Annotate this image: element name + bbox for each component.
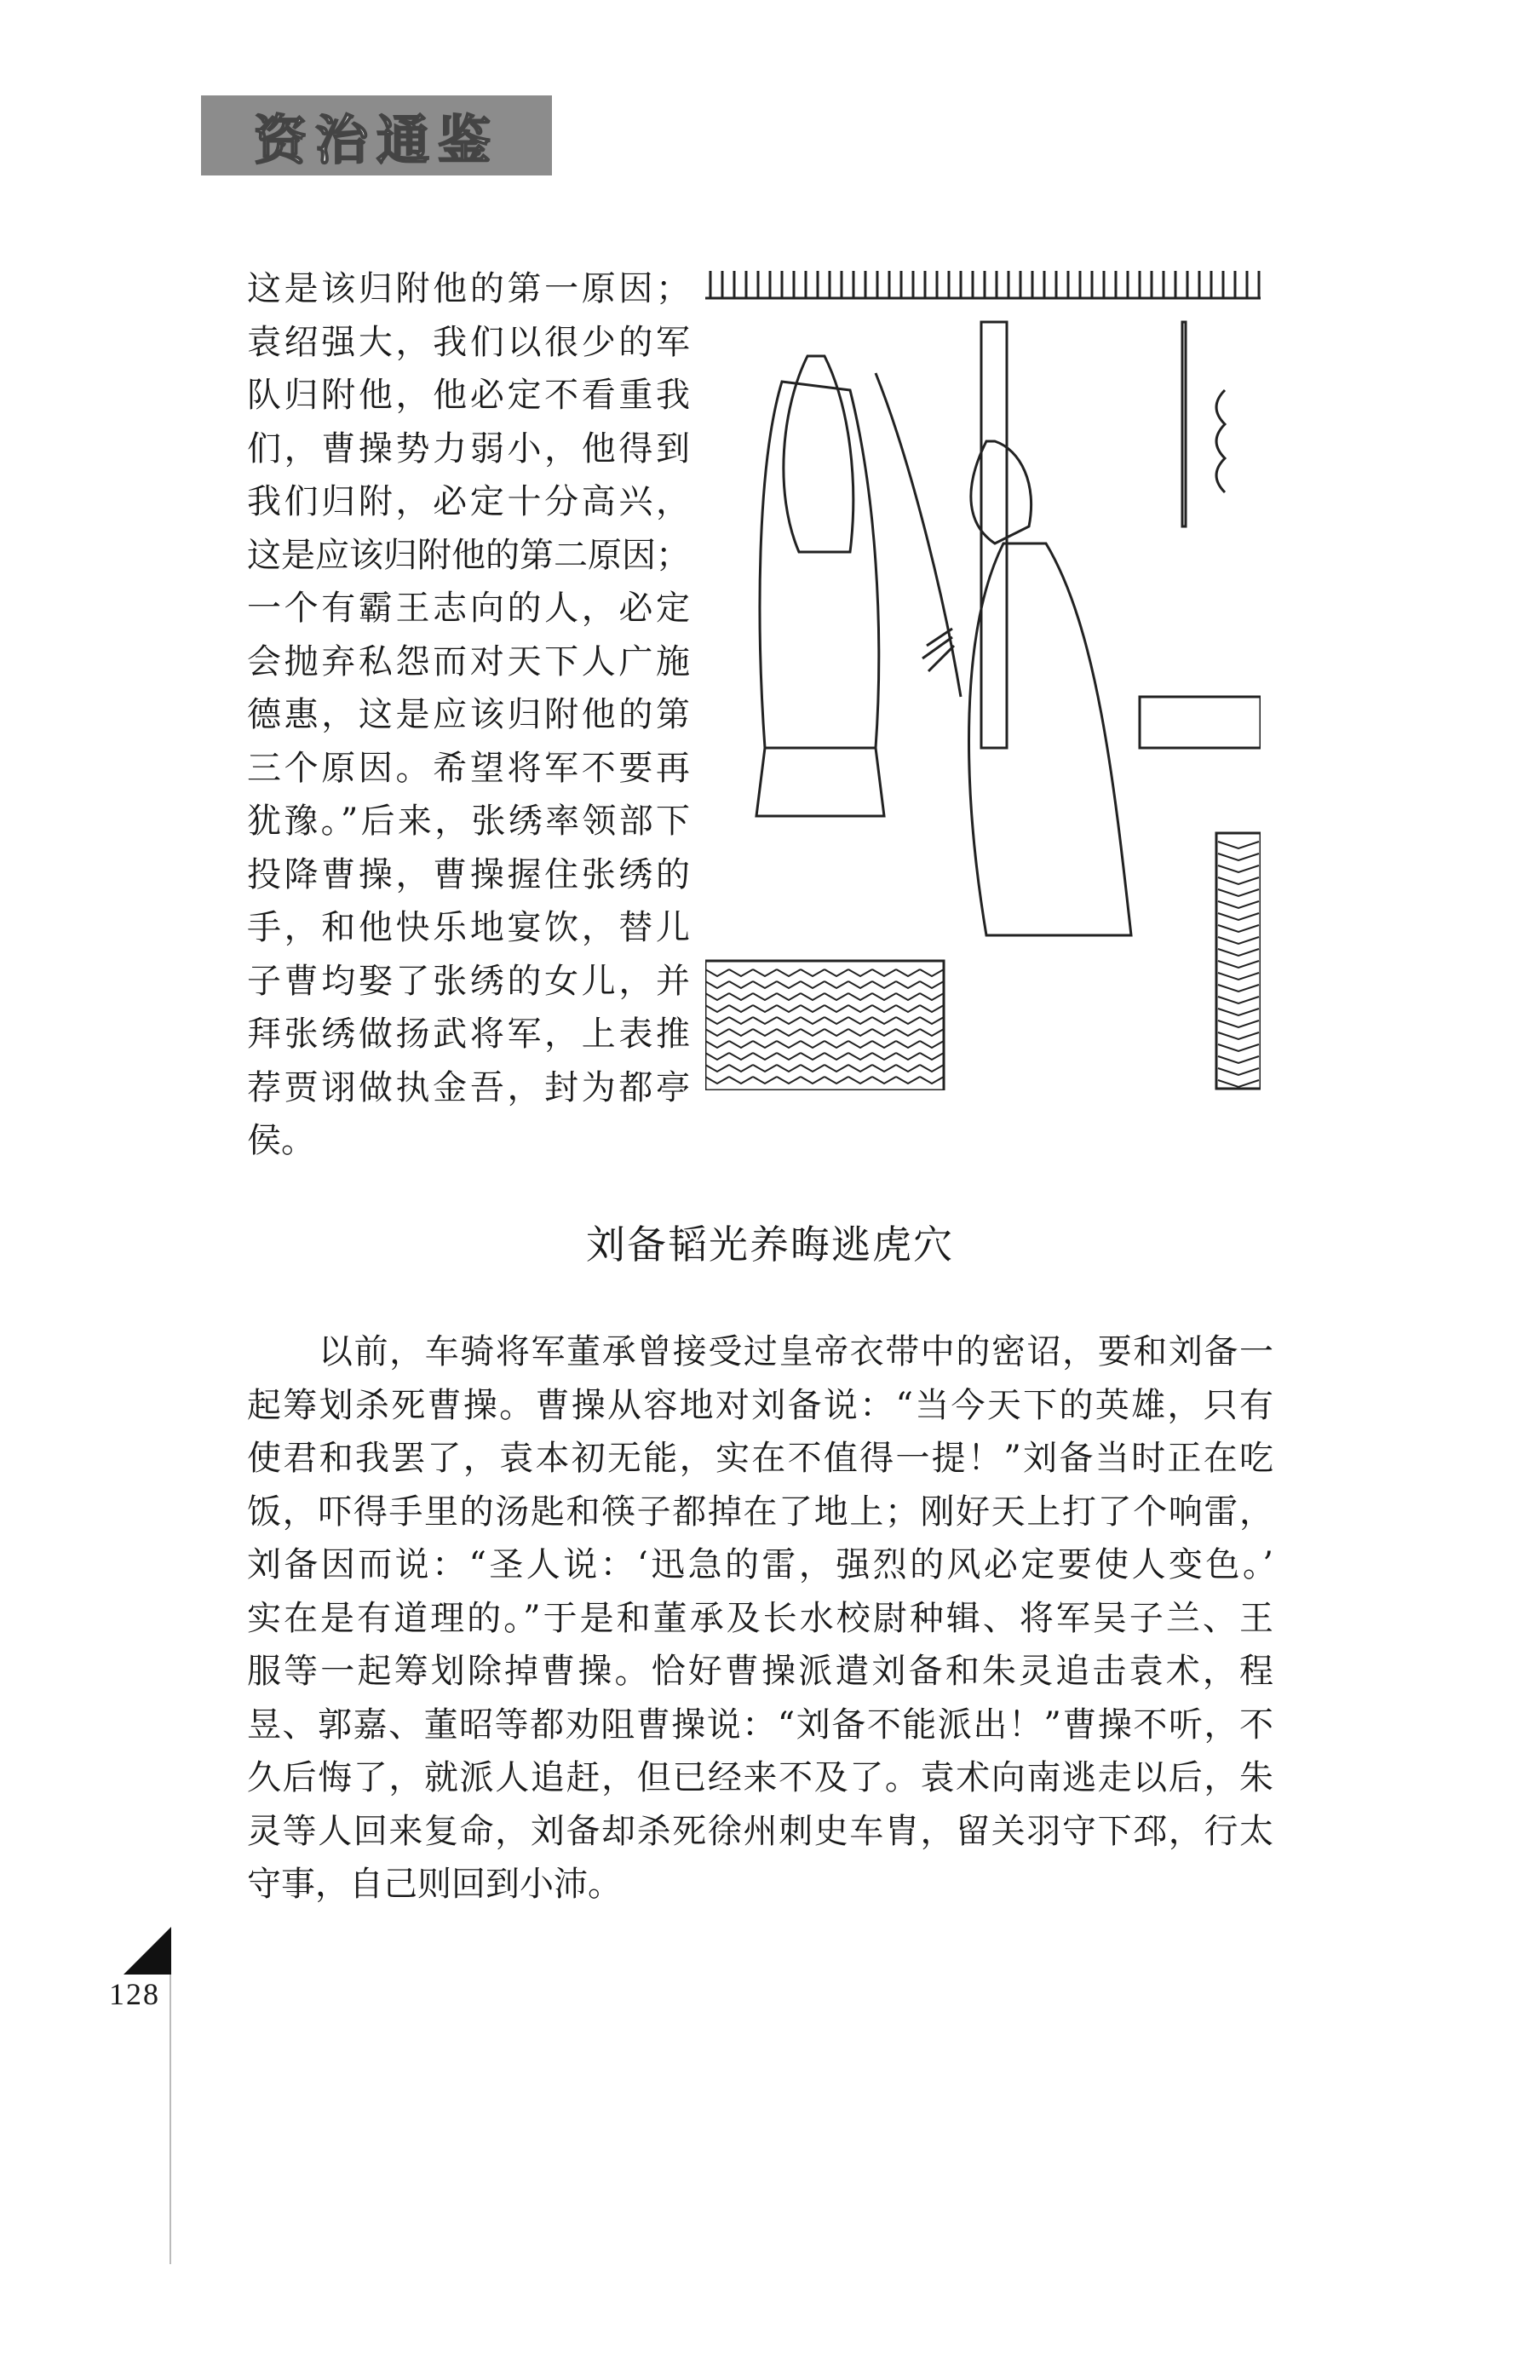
text-line: 德惠，这是应该归附他的第 (247, 695, 690, 734)
text-line: 起筹划杀死曹操。曹操从容地对刘备说：“当今天下的英雄，只有 (247, 1385, 1273, 1425)
page-number: 128 (109, 1977, 160, 2011)
section-title: 刘备韬光养晦逃虎穴 (586, 1222, 954, 1268)
text-line: 投降曹操，曹操握住张绣的 (247, 854, 690, 894)
text-line: 侯。 (247, 1121, 315, 1160)
page-corner-triangle (124, 1927, 171, 1975)
text-line: 以前，车骑将军董承曾接受过皇帝衣带中的密诏，要和刘备一 (319, 1332, 1273, 1371)
text-line: 荐贾诩做执金吾，封为都亭 (247, 1067, 690, 1107)
text-line: 灵等人回来复命，刘备却杀死徐州刺史车胄，留关羽守下邳，行太 (247, 1811, 1273, 1851)
text-line: 一个有霸王志向的人，必定 (247, 589, 690, 628)
text-line: 刘备因而说：“圣人说：‘迅急的雷，强烈的风必定要使人变色。’ (247, 1545, 1273, 1584)
text-line: 服等一起筹划除掉曹操。恰好曹操派遣刘备和朱灵追击袁术，程 (247, 1652, 1273, 1691)
text-line: 手，和他快乐地宴饮，替儿 (247, 908, 690, 947)
text-line: 久后悔了，就派人追赶，但已经来不及了。袁术向南逃走以后，朱 (247, 1758, 1273, 1797)
section-body (247, 1325, 1273, 1911)
text-line: 这是应该归附他的第二原因； (247, 535, 690, 575)
text-line: 犹豫。”后来，张绣率领部下 (247, 802, 690, 841)
text-line: 守事，自己则回到小沛。 (247, 1865, 622, 1904)
text-line: 实在是有道理的。”于是和董承及长水校尉种辑、将军吴子兰、王 (247, 1598, 1273, 1638)
text-line: 使君和我罢了，袁本初无能，实在不值得一提！”刘备当时正在吃 (247, 1439, 1273, 1478)
illustration-two-figures (705, 271, 1261, 1090)
text-line: 会抛弃私怨而对天下人广施 (247, 641, 690, 681)
text-line: 这是该归附他的第一原因； (247, 269, 690, 308)
text-line: 子曹均娶了张绣的女儿，并 (247, 961, 690, 1001)
margin-rule (170, 1975, 171, 2264)
book-title-banner (201, 95, 552, 175)
book-title: 资治通鉴 (253, 108, 499, 171)
text-line: 袁绍强大，我们以很少的军 (247, 322, 690, 362)
text-line: 昱、郭嘉、董昭等都劝阻曹操说：“刘备不能派出！”曹操不听，不 (247, 1705, 1273, 1745)
text-line: 三个原因。希望将军不要再 (247, 748, 690, 788)
text-line: 队归附他，他必定不看重我 (247, 376, 690, 415)
left-text-column (247, 262, 690, 1168)
text-line: 我们归附，必定十分高兴， (247, 482, 690, 521)
text-line: 拜张绣做扬武将军，上表推 (247, 1015, 690, 1054)
text-line: 们，曹操势力弱小，他得到 (247, 428, 690, 469)
text-line: 饭，吓得手里的汤匙和筷子都掉在了地上；刚好天上打了个响雷， (247, 1492, 1273, 1532)
